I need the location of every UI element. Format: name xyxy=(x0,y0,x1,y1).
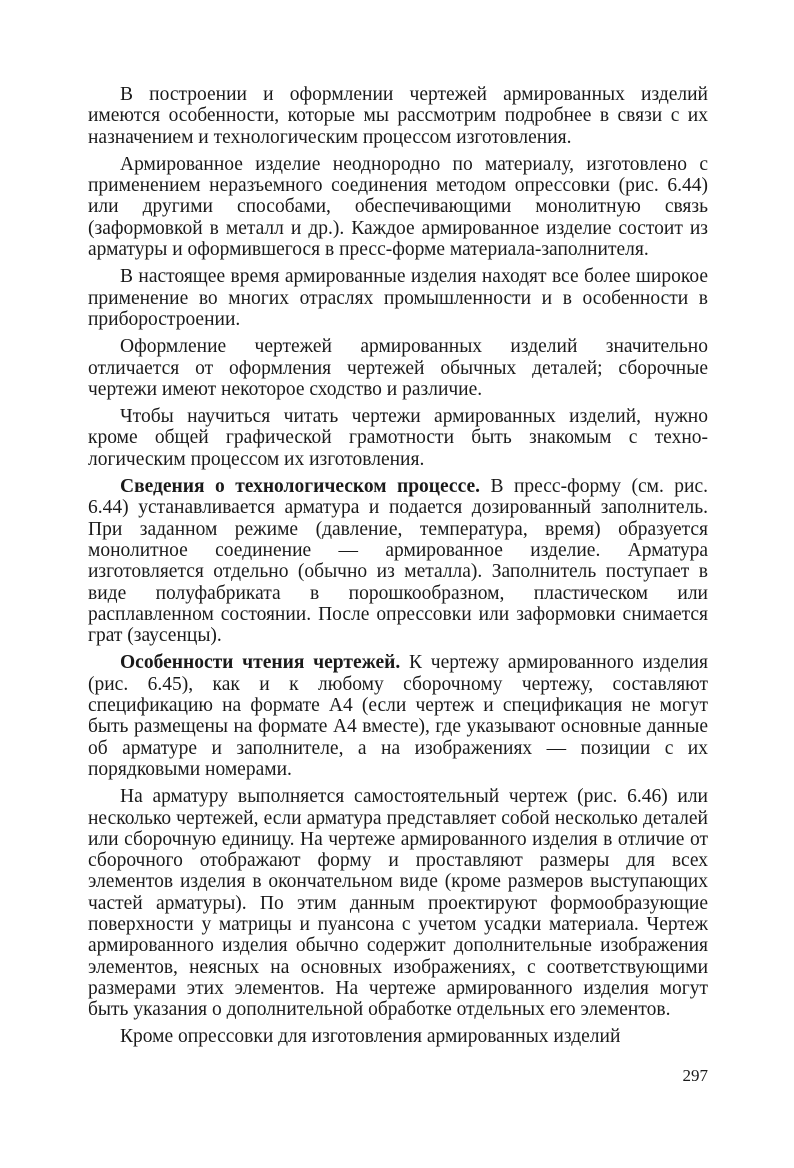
paragraph-5 xyxy=(88,406,708,470)
paragraph-8 xyxy=(88,786,708,1020)
section-heading-technology: Сведения о технологическом процессе. xyxy=(120,476,481,498)
paragraph-3-text: В настоящее время армированные изделия находят все более широкое применение во многих отраслях промышленности и в особенности в приборостроении. xyxy=(88,266,708,330)
paragraph-6 xyxy=(88,476,708,646)
paragraph-9 xyxy=(88,1026,708,1047)
section-heading-reading: Особенности чтения чертежей. xyxy=(120,652,401,674)
page-body xyxy=(88,84,708,1048)
paragraph-8-text: На арматуру выполняется самостоятельный чертеж (рис. 6.46) или несколько чертежей, если арматура представляет собой несколько деталей или сборочную единицу. На чертеже армированного изделия в отличие от сборочного отображают форму и проставляют размеры для всех элементов изделия в окончательном виде (кроме размеров выступающих частей арматуры). По этим данным проектируют формообразующие поверхности у матрицы и пуансона с учетом усадки материала. Чертеж армированного изделия обычно содержит дополнительные изображения элементов, неясных на основных изображениях, с соответствующими размерами этих элементов. На чертеже армированного изделия могут быть указания о дополнительной обработке отдельных его элементов. xyxy=(88,786,708,1021)
paragraph-9-text: Кроме опрессовки для изготовления армированных изделий xyxy=(120,1026,621,1048)
page-number: 297 xyxy=(682,1066,708,1085)
paragraph-4-text: Оформление чертежей армированных изделий значительно отличается от оформления чертежей обычных деталей; сборочные чертежи имеют некоторое сходство и различие. xyxy=(88,336,708,400)
paragraph-3 xyxy=(88,266,708,330)
paragraph-5-text: Чтобы научиться читать чертежи армированных изделий, нужно кроме общей графической грамотности быть знакомым с технологическим процессом их изготовления. xyxy=(88,406,708,470)
paragraph-6-text: В пресс-форму (см. рис. 6.44) устанавливается арматура и подается дозированный заполнитель. При заданном режиме (давление, температура, время) образуется монолитное соединение — армированное изделие. Арматура изготовляется отдельно (обычно из металла). Заполнитель поступает в виде полуфабриката в порошкообразном, пластическом или расплавленном состоянии. После опрессовки или заформовки снимается грат (заусенцы). xyxy=(88,476,708,647)
paragraph-4 xyxy=(88,336,708,400)
paragraph-2 xyxy=(88,154,708,260)
paragraph-2-text: Армированное изделие неоднородно по материалу, изготовлено с применением неразъемного соединения методом опрессовки (рис. 6.44) или другими способами, обеспечивающими монолитную связь (заформовкой в металл и др.). Каждое армированное изделие состоит из арматуры и оформившегося в пресс-форме материала-заполнителя. xyxy=(88,153,708,261)
paragraph-1-text: В построении и оформлении чертежей армированных изделий имеются особенности, которые мы рассмотрим подробнее в связи с их назначением и технологическим процессом изготовления. xyxy=(88,84,708,148)
paragraph-1 xyxy=(88,84,708,148)
paragraph-7-text: К чертежу армированного изделия (рис. 6.45), как и к любому сборочному чертежу, составляют спецификацию на формате А4 (если чертеж и спецификация не могут быть размещены на формате А4 вместе), где указывают основные данные об арматуре и заполнителе, а на изображениях — позиции с их порядковыми номерами. xyxy=(88,652,708,780)
paragraph-7 xyxy=(88,652,708,780)
